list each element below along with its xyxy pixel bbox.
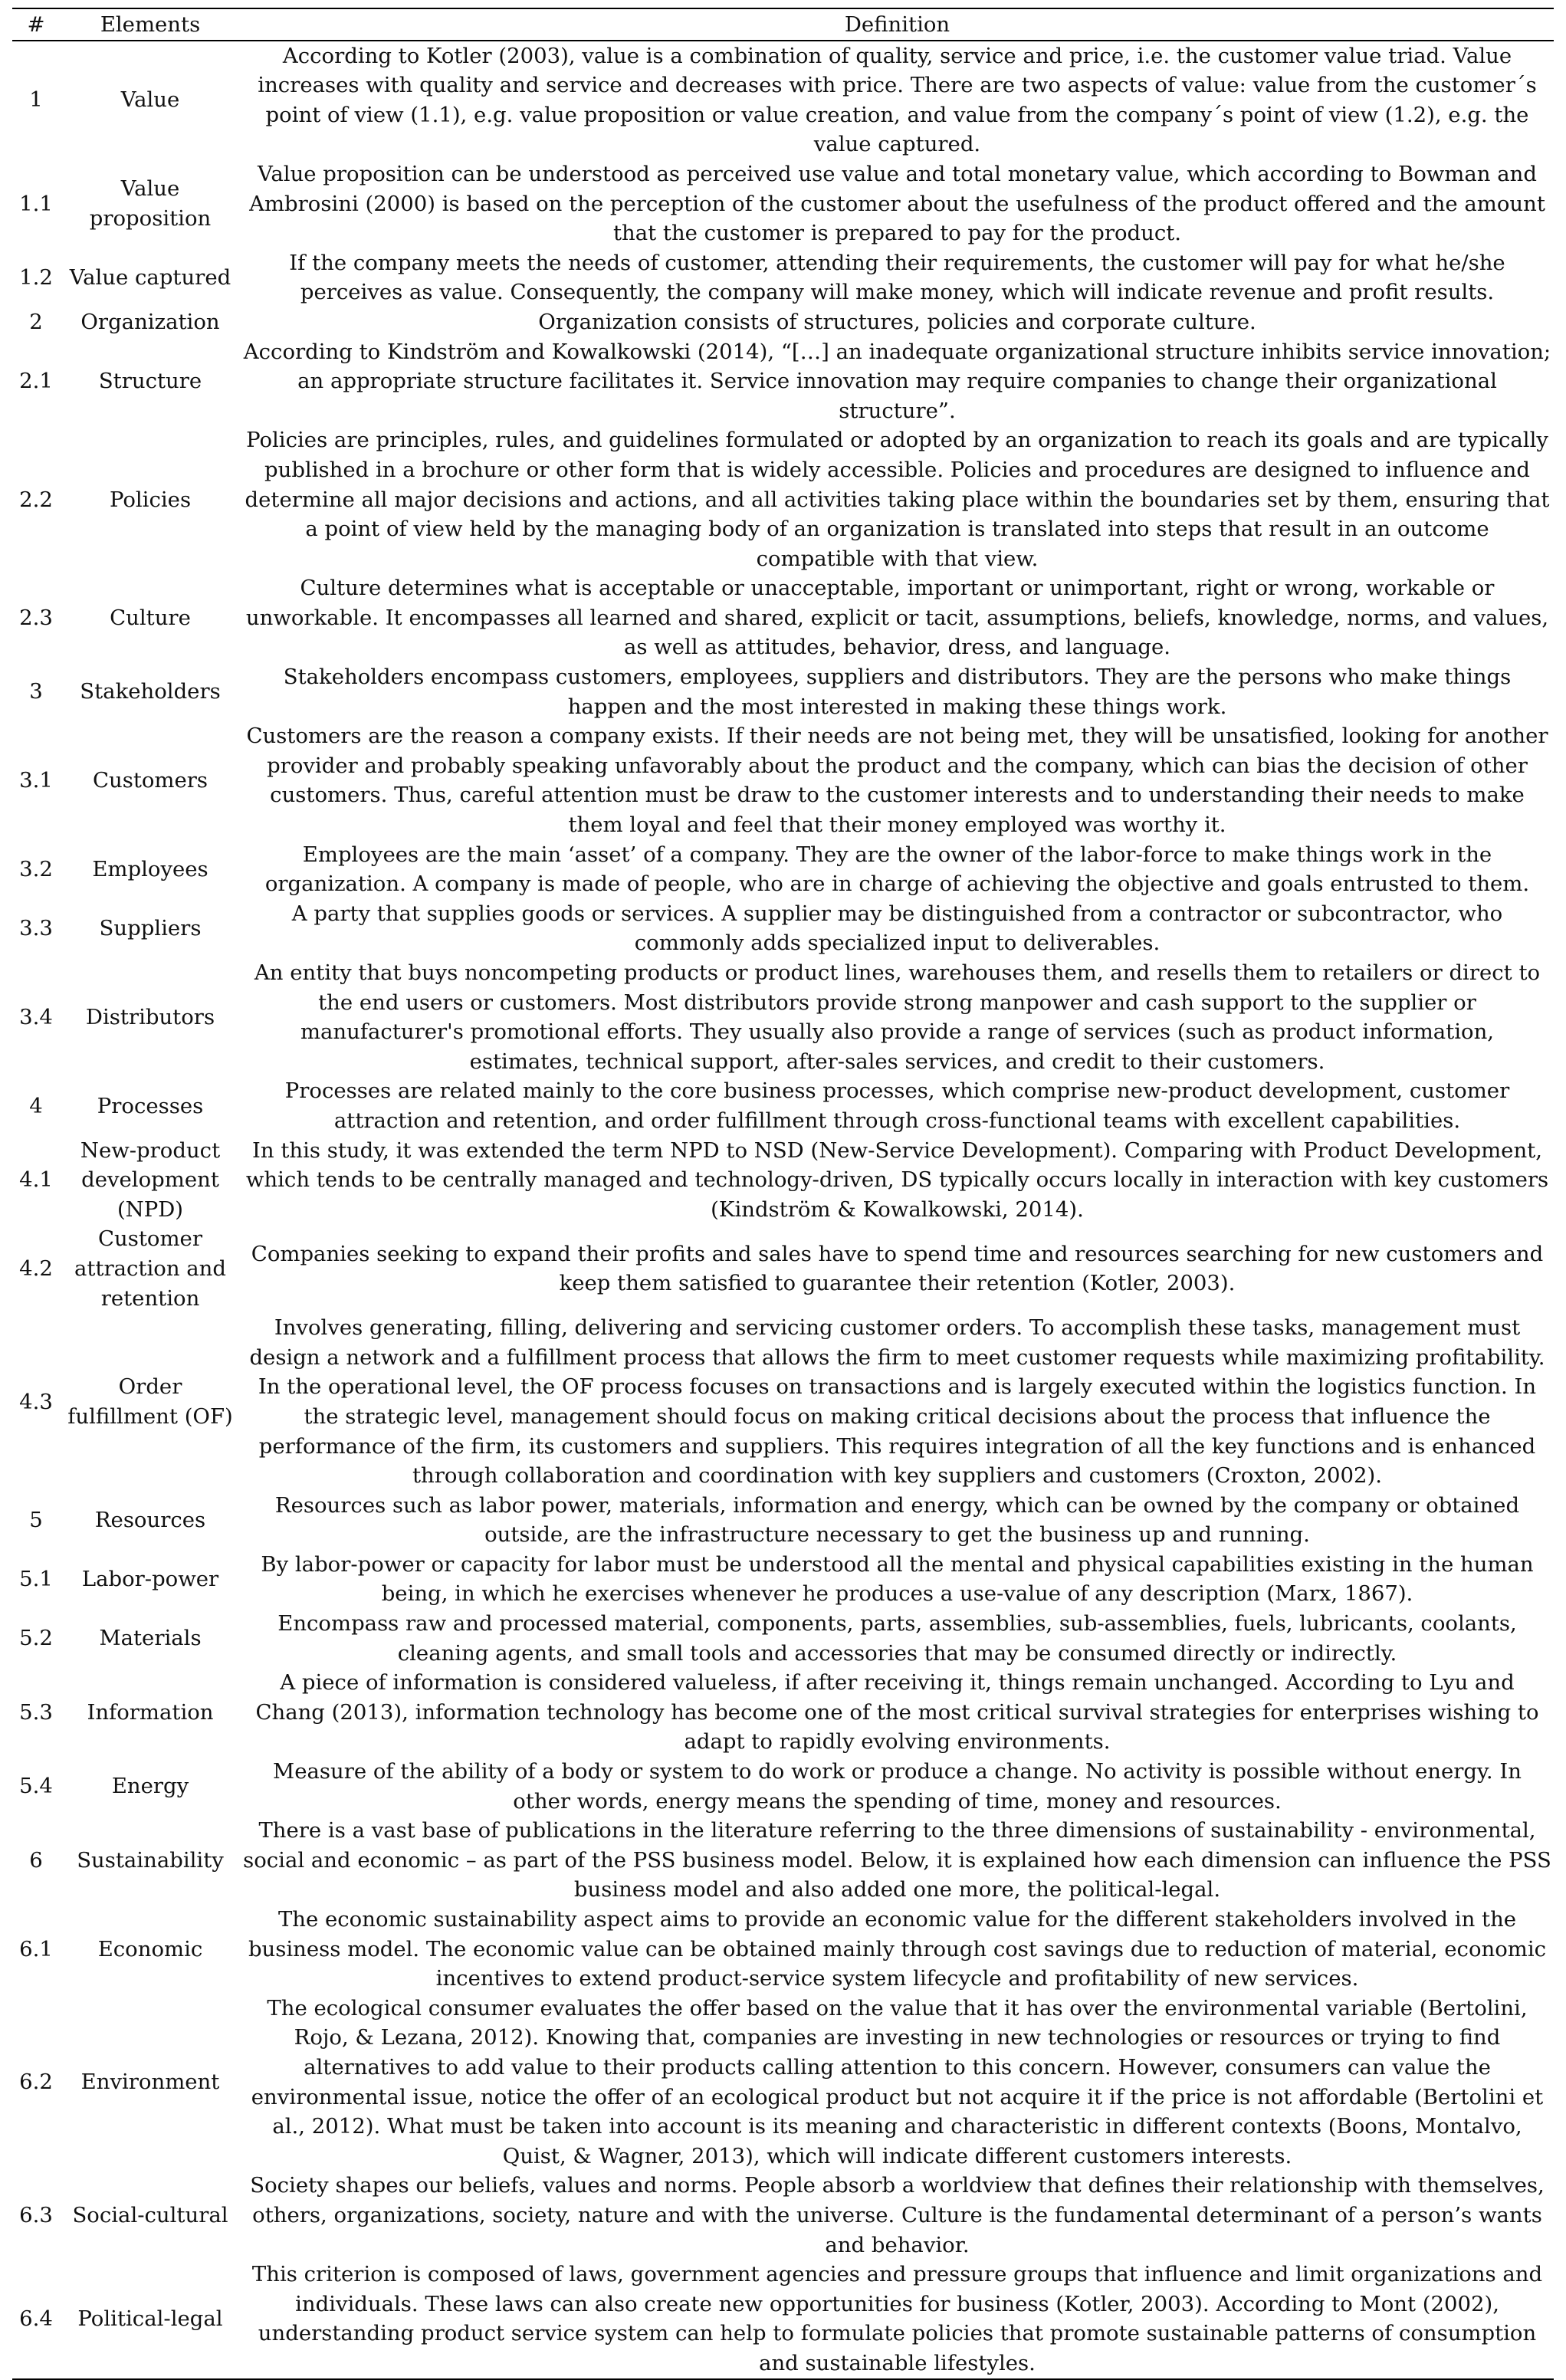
row-number: 4.1: [19, 1167, 53, 1193]
row-number: 3.2: [19, 856, 53, 881]
element-name: Resources: [94, 1507, 206, 1532]
element-name: Distributors: [85, 1004, 215, 1029]
table-row: [12, 307, 1554, 337]
element-name: Processes: [97, 1093, 204, 1118]
element-name: Materials: [99, 1626, 202, 1651]
row-number: 5.1: [19, 1567, 53, 1592]
header-definition: Definition: [844, 12, 950, 37]
table-row: [12, 41, 1554, 159]
element-name: New-product development (NPD): [80, 1137, 221, 1222]
table-row: [12, 573, 1554, 662]
table-row: [12, 1668, 1554, 1757]
element-definition: Culture determines what is acceptable or unacceptable, important or unimportant, right or wrong, workable or unworkable. It encompasses all learned and shared, explicit or tacit, assumptions, beliefs, knowledge, norms, and values, as well as attitudes, behavior, dress, and language.: [245, 576, 1549, 660]
element-name: Order fulfillment (OF): [67, 1374, 233, 1429]
row-number: 3.1: [19, 768, 53, 793]
element-definition: If the company meets the needs of customer, attending their requirements, the customer will pay for what he/she perceives as value. Consequently, the company will make money, which will indicate revenue and profit results.: [289, 250, 1505, 305]
table-row: [12, 1076, 1554, 1135]
table-row: [12, 721, 1554, 839]
element-name: Suppliers: [99, 916, 202, 941]
element-name: Sustainability: [77, 1847, 224, 1873]
table-row: [12, 1550, 1554, 1609]
table-row: [12, 1313, 1554, 1491]
element-name: Value: [120, 87, 180, 113]
element-definition: Organization consists of structures, policies and corporate culture.: [538, 309, 1256, 334]
row-number: 1.2: [19, 265, 53, 291]
element-definition: The ecological consumer evaluates the offer based on the value that it has over the environmental variable (Bertolini, Rojo, & Lezana, 2012). Knowing that, companies are investing in new technologies or resources or trying to find alternatives to add value to their products calling attention to this concern. However, consumers can value the environmental issue, notice the offer of an ecological product but not acquire it if the price is not affordable (Bertolini et al., 2012). What must be taken into account is its meaning and characteristic in different contexts (Boons, Montalvo, Quist, & Wagner, 2013), which will indicate different customers interests.: [251, 1995, 1544, 2168]
element-name: Energy: [111, 1774, 189, 1799]
element-definition: Stakeholders encompass customers, employees, suppliers and distributors. They are the persons who make things happen and the most interested in making these things work.: [283, 665, 1512, 719]
row-number: 2: [29, 309, 43, 334]
header-elements: Elements: [100, 12, 201, 37]
element-name: Policies: [109, 487, 192, 512]
element-definition: A party that supplies goods or services. A supplier may be distinguished from a contractor or subcontractor, who commonly adds specialized input to deliverables.: [291, 901, 1503, 956]
element-definition: Involves generating, filling, delivering and servicing customer orders. To accomplish these tasks, management must design a network and a fulfillment process that allows the firm to meet customer requests while maximizing profitability. In the operational level, the OF process focuses on transactions and is largely executed within the logistics function. In the strategic level, management should focus on making critical decisions about the process that influence the performance of the firm, its customers and suppliers. This requires integration of all the key functions and is enhanced through collaboration and coordination with key suppliers and customers (Croxton, 2002).: [249, 1315, 1545, 1489]
table-row: [12, 425, 1554, 573]
element-name: Economic: [97, 1936, 203, 1961]
element-name: Environment: [80, 2070, 220, 2095]
row-number: 4.2: [19, 1256, 53, 1281]
row-number: 5: [29, 1507, 43, 1532]
row-number: 5.3: [19, 1699, 53, 1725]
header-number: #: [27, 12, 45, 37]
table-row: [12, 1491, 1554, 1550]
row-number: 5.2: [19, 1626, 53, 1651]
table-row: [12, 1994, 1554, 2172]
element-definition: Employees are the main ‘asset’ of a company. They are the owner of the labor-force to make things work in the organization. A company is made of people, who are in charge of achieving the objective and goals entrusted to them.: [264, 842, 1530, 897]
element-definition: According to Kotler (2003), value is a combination of quality, service and price, i.e. the customer value triad. Value increases with quality and service and decreases with price. There are two aspects of value: value from the customer´s point of view (1.1), e.g. value proposition or value creation, and value from the company´s point of view (1.2), e.g. the value captured.: [258, 43, 1537, 157]
element-definition: Processes are related mainly to the core business processes, which comprise new-product development, customer attraction and retention, and order fulfillment through cross-functional teams with excellent capabilities.: [284, 1078, 1510, 1133]
table-row: [12, 1224, 1554, 1313]
table-row: [12, 159, 1554, 248]
element-name: Customers: [92, 768, 208, 793]
row-number: 5.4: [19, 1774, 53, 1799]
element-name: Customer attraction and retention: [74, 1226, 226, 1311]
element-name: Stakeholders: [80, 679, 221, 704]
element-definition: Resources such as labor power, materials, information and energy, which can be owned by the company or obtained outside, are the infrastructure necessary to get the business up and running.: [274, 1492, 1520, 1548]
element-definition: Encompass raw and processed material, components, parts, assemblies, sub-assemblies, fuels, lubricants, coolants, cleaning agents, and small tools and accessories that may be consumed directly or indirectly.: [277, 1611, 1517, 1666]
element-definition: The economic sustainability aspect aims to provide an economic value for the different stakeholders involved in the business model. The economic value can be obtained mainly through cost savings due to reduction of material, economic incentives to extend product-service system lifecycle and profitability of new services.: [248, 1907, 1547, 1991]
row-number: 3.3: [19, 916, 53, 941]
element-definition: Policies are principles, rules, and guidelines formulated or adopted by an organization to reach its goals and are typically published in a brochure or other form that is widely accessible. Policies and procedures are designed to influence and determine all major decisions and actions, and all activities taking place within the boundaries set by them, ensuring that a point of view held by the managing body of an organization is translated into steps that result in an outcome compatible with that view.: [245, 428, 1550, 571]
row-number: 1: [29, 87, 43, 113]
elements-definition-table: [12, 8, 1554, 2380]
element-name: Culture: [110, 605, 191, 630]
element-definition: By labor-power or capacity for labor must be understood all the mental and physical capabilities existing in the human being, in which he exercises whenever he produces a use-value of any description (Marx, 1867).: [261, 1551, 1534, 1607]
row-number: 3.4: [19, 1004, 53, 1029]
element-definition: An entity that buys noncompeting products or product lines, warehouses them, and resells them to retailers or direct to the end users or customers. Most distributors provide strong manpower and cash support to the supplier or manufacturer's promotional efforts. They usually also provide a range of services (such as product information, estimates, technical support, after-sales services, and credit to their customers.: [254, 960, 1541, 1074]
table-row: [12, 248, 1554, 307]
element-name: Labor-power: [81, 1567, 219, 1592]
element-definition: Measure of the ability of a body or system to do work or produce a change. No activity is possible without energy. In other words, energy means the spending of time, money and resources.: [273, 1759, 1522, 1814]
table-row: [12, 2260, 1554, 2378]
element-definition: Customers are the reason a company exists. If their needs are not being met, they will be unsatisfied, looking for another provider and probably speaking unfavorably about the product and the company, which can bias the decision of other customers. Thus, careful attention must be draw to the customer interests and to understanding their needs to make them loyal and feel that their money employed was worthy it.: [246, 724, 1548, 838]
table-row: [12, 1816, 1554, 1905]
table-row: [12, 1136, 1554, 1225]
element-name: Value proposition: [89, 176, 212, 231]
table-row: [12, 1757, 1554, 1816]
row-number: 1.1: [19, 191, 53, 216]
row-number: 6.4: [19, 2306, 53, 2332]
row-number: 4.3: [19, 1389, 53, 1414]
row-number: 2.1: [19, 369, 53, 394]
row-number: 2.2: [19, 487, 53, 512]
element-name: Social-cultural: [72, 2202, 228, 2227]
row-number: 2.3: [19, 605, 53, 630]
element-definition: According to Kindström and Kowalkowski (2014), “[…] an inadequate organizational structure inhibits service innovation; an appropriate structure facilitates it. Service innovation may require companies to change their organizational structure”.: [243, 339, 1551, 423]
element-name: Political-legal: [77, 2306, 223, 2332]
row-number: 4: [29, 1093, 43, 1118]
element-definition: Society shapes our beliefs, values and norms. People absorb a worldview that defines their relationship with themselves, others, organizations, society, nature and with the universe. Culture is the fundamental determinant of a person’s wants and behavior.: [250, 2173, 1545, 2257]
element-name: Employees: [92, 856, 208, 881]
header-row: [12, 8, 1554, 41]
table-row: [12, 662, 1554, 721]
row-number: 3: [29, 679, 43, 704]
element-definition: Value proposition can be understood as perceived use value and total monetary value, which according to Bowman and Ambrosini (2000) is based on the perception of the customer about the usefulness of the product offered and the amount that the customer is prepared to pay for the product.: [249, 161, 1545, 246]
table-header: [12, 8, 1554, 41]
row-number: 6.3: [19, 2202, 53, 2227]
table-row: [12, 1609, 1554, 1668]
table-row: [12, 1905, 1554, 1994]
table-row: [12, 958, 1554, 1076]
element-name: Organization: [80, 309, 220, 334]
table-row: [12, 840, 1554, 899]
row-number: 6: [29, 1847, 43, 1873]
table-row: [12, 337, 1554, 426]
row-number: 6.1: [19, 1936, 53, 1961]
element-definition: A piece of information is considered valueless, if after receiving it, things remain unchanged. According to Lyu and Chang (2013), information technology has become one of the most critical survival strategies for enterprises wishing to adapt to rapidly evolving environments.: [255, 1670, 1539, 1755]
row-number: 6.2: [19, 2070, 53, 2095]
element-definition: In this study, it was extended the term NPD to NSD (New-Service Development). Comparing with Product Development, which tends to be centrally managed and technology-driven, DS typically occurs locally in interaction with key customers (Kindström & Kowalkowski, 2014).: [245, 1137, 1549, 1222]
table-body: [12, 41, 1554, 2379]
element-name: Value captured: [69, 265, 231, 291]
element-name: Structure: [98, 369, 202, 394]
table-row: [12, 899, 1554, 958]
element-definition: This criterion is composed of laws, government agencies and pressure groups that influence and limit organizations and individuals. These laws can also create new opportunities for business (Kotler, 2003). According to Mont (2002), understanding product service system can help to formulate policies that promote sustainable patterns of consumption and sustainable lifestyles.: [251, 2262, 1543, 2375]
element-definition: Companies seeking to expand their profits and sales have to spend time and resources searching for new customers and keep them satisfied to guarantee their retention (Kotler, 2003).: [251, 1241, 1544, 1296]
table-row: [12, 2171, 1554, 2260]
element-definition: There is a vast base of publications in the literature referring to the three dimensions of sustainability - environmental, social and economic – as part of the PSS business model. Below, it is explained how each dimension can influence the PSS business model and also added one more, the political-legal.: [243, 1818, 1551, 1902]
element-name: Information: [87, 1699, 214, 1725]
